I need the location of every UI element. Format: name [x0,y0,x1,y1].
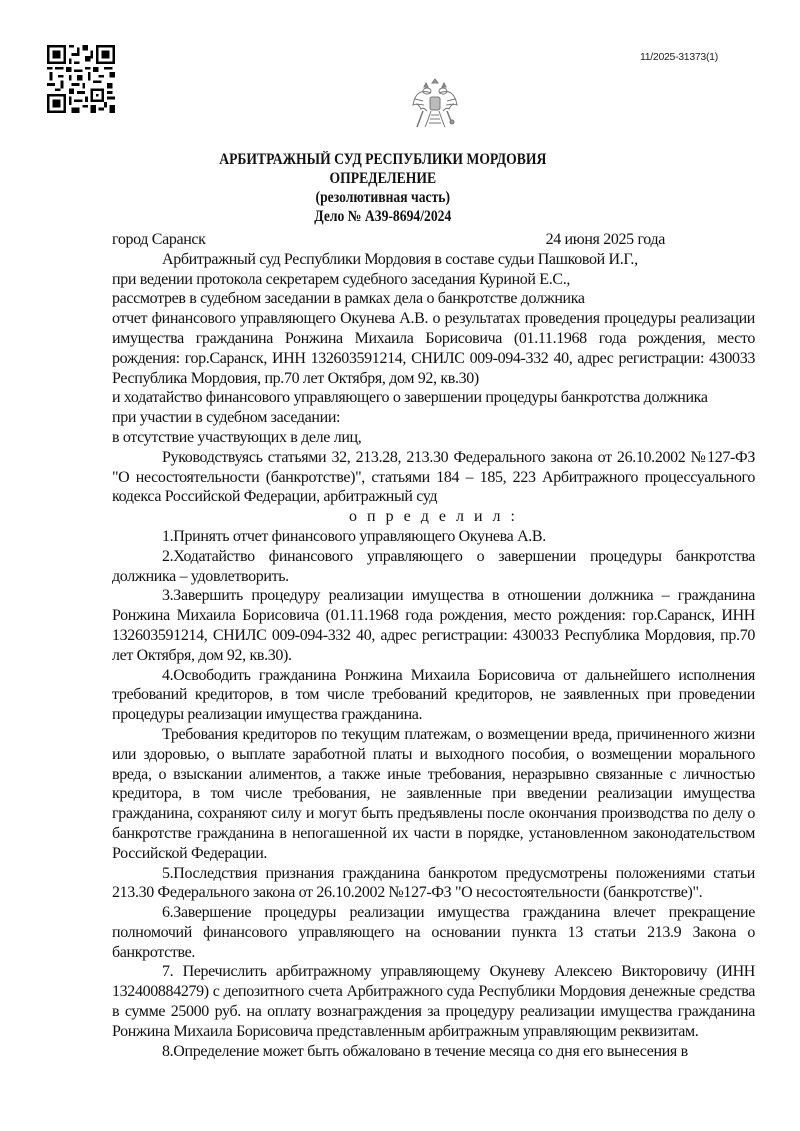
document-header [0,150,766,226]
ruling-item: 4.Освободить гражданина Ронжина Михаила Борисовича от дальнейшего исполнения требований кредиторов, в том числе требований кредиторов, не заявленных при проведении процедуры реализации имущества гражданина. [112,666,755,724]
intro-line: в отсутствие участвующих в деле лиц, [112,428,362,446]
document-number: 11/2025-31373(1) [640,51,718,63]
date: 24 июня 2025 года [545,231,665,248]
ruling-item: 7. Перечислить арбитражному управляющему Окуневу Алексею Викторовичу (ИНН 132400884279) с депозитного счета Арбитражного суда Республики Мордовия денежные средства в сумме 25000 руб. на оплату вознаграждения за процедуру реализации имущества гражданина Ронжина Михаила Борисовича представленным арбитражным управляющим реквизитам. [112,963,755,1040]
intro-line: при участии в судебном заседании: [112,409,341,427]
intro-line: Арбитражный суд Республики Мордовия в составе судьи Пашковой И.Г., [162,250,638,268]
ruling-item: 5.Последствия признания гражданина банкротом предусмотрены положениями статьи 213.30 Федерального закона от 26.10.2002 №127-ФЗ "О несостоятельности (банкротстве)". [112,864,755,902]
ruled-heading: о п р е д е л и л : [349,508,518,526]
city: город Саранск [112,231,206,248]
document-type: ОПРЕДЕЛЕНИЕ [329,170,437,187]
ruling-item: 8.Определение может быть обжаловано в течение месяца со дня его вынесения в [162,1042,688,1060]
place-date-row [112,230,755,250]
document-body [112,230,755,1061]
coat-of-arms-icon [411,75,459,135]
case-number: Дело № А39-8694/2024 [314,208,452,225]
ruling-item: 6.Завершение процедуры реализации имущества гражданина влечет прекращение полномочий финансового управляющего на основании пункта 13 статьи 213.9 Закона о банкротстве. [112,904,755,961]
ruling-item: Требования кредиторов по текущим платежам, о возмещении вреда, причиненного жизни или здоровью, о выплате заработной платы и выходного пособия, о возмещении морального вреда, о взыскании алиментов, а также иные требования, неразрывно связанные с личностью кредитора, в том числе требования, не заявленные при введении реализации имущества гражданина, сохраняют силу и могут быть предъявлены после окончания производства по делу о банкротстве гражданина в непогашенной их части в порядке, установленном законодательством Российской Федерации. [112,725,755,862]
ruling-item: 3.Завершить процедуру реализации имущества в отношении должника – гражданина Ронжина Михаила Борисовича (01.11.1968 года рождения, место рождения: гор.Саранск, ИНН 132603591214, СНИЛС 009-094-332 40, адрес регистрации: 430033 Республика Мордовия, пр.70 лет Октября, дом 92, кв.30). [112,587,755,664]
ruling-item: 1.Принять отчет финансового управляющего Окунева А.В. [162,527,546,545]
court-name: АРБИТРАЖНЫЙ СУД РЕСПУБЛИКИ МОРДОВИЯ [219,151,547,168]
legal-basis: Руководствуясь статьями 32, 213.28, 213.30 Федерального закона от 26.10.2002 №127-ФЗ "О несостоятельности (банкротстве)", статьями 184 – 185, 223 Арбитражного процессуального кодекса Российской Федерации, арбитражный суд [112,448,755,506]
qr-code-icon [47,45,115,113]
intro-line: отчет финансового управляющего Окунева А.В. о результатах проведения процедуры реализации имущества гражданина Ронжина Михаила Борисовича (01.11.1968 года рождения, место рождения: гор.Саранск, ИНН 132603591214, СНИЛС 009-094-332 40, адрес регистрации: 430033 Республика Мордовия, пр.70 лет Октября, дом 92, кв.30) [112,310,755,387]
intro-line: рассмотрев в судебном заседании в рамках дела о банкротстве должника [112,290,585,308]
ruling-item: 2.Ходатайство финансового управляющего о завершении процедуры банкротства должника – удовлетворить. [112,547,755,585]
intro-line: и ходатайство финансового управляющего о завершении процедуры банкротства должника [112,389,708,407]
document-subtype: (резолютивная часть) [315,189,451,206]
intro-line: при ведении протокола секретарем судебного заседания Куриной Е.С., [112,270,570,288]
